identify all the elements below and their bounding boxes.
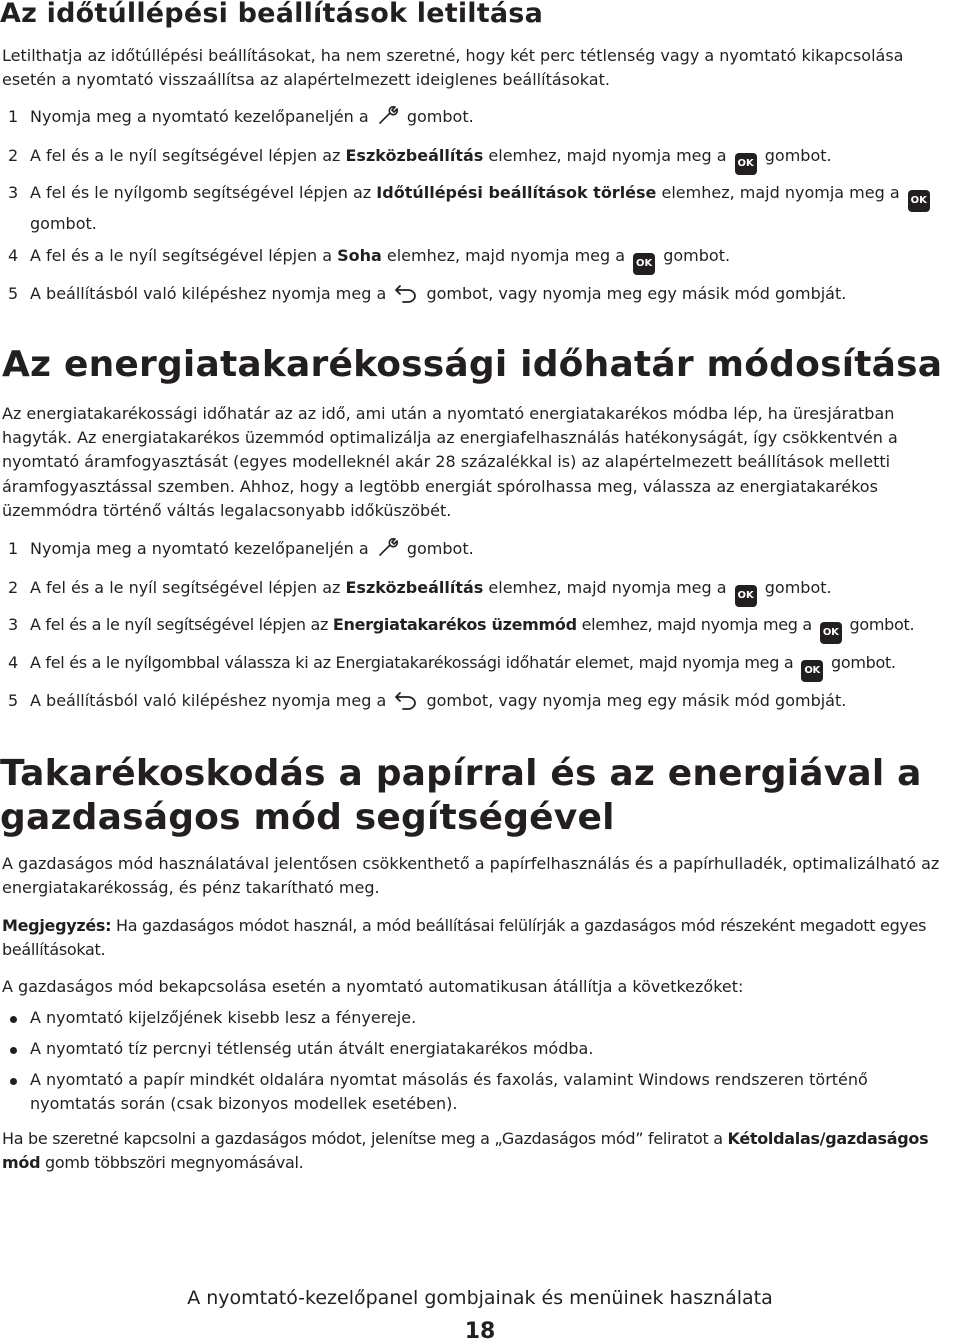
step-number: 1 xyxy=(8,539,19,558)
bullet-icon xyxy=(10,1047,17,1054)
back-arrow-icon xyxy=(394,689,418,718)
section-2-title: Az energiatakarékossági időhatár módosítása xyxy=(2,344,943,385)
list-item: A nyomtató a papír mindkét oldalára nyomtat másolás és faxolás, valamint Windows rendszeren történő nyomtatás során (csak bizonyos modellek esetében). xyxy=(10,1068,950,1116)
step-number: 3 xyxy=(8,183,19,202)
s1-step-3: 3 A fel és le nyílgomb segítségével lépjen az Időtúllépési beállítások törlése elemhez, majd nyomja meg a OK gombot. xyxy=(8,181,952,236)
s2-step-5: 5 A beállításból való kilépéshez nyomja meg a gombot, vagy nyomja meg egy másik mód gombját. xyxy=(8,689,960,718)
s2-step-1: 1 Nyomja meg a nyomtató kezelőpaneljén a gombot. xyxy=(8,537,960,566)
step-number: 4 xyxy=(8,246,19,265)
s1-step-2: 2 A fel és a le nyíl segítségével lépjen az Eszközbeállítás elemhez, majd nyomja meg a OK gombot. xyxy=(8,144,960,175)
bullet-icon xyxy=(10,1016,17,1023)
section-2-intro: Az energiatakarékossági időhatár az az idő, ami után a nyomtató energiatakarékos módba lép, ha üresjáratban hagyták. Az energiatakarékos üzemmód optimalizálja az energiafelhasználás hatékonyságát, így csökkentvén a nyomtató áramfogyasztását (egyes modelleknél akár 28 százalékkal is) az alapértelmezett beállítások melletti áramfogyasztással szemben. Ahhoz, hogy a legtöbb energiát spórolhassa meg, válassza az energiatakarékos üzemmódra történő váltás legalacsonyabb időküszöbét. xyxy=(2,404,898,520)
note-text: Ha gazdaságos módot használ, a mód beállításai felülírják a gazdaságos mód részeként megadott egyes beállításokat. xyxy=(2,916,927,960)
step-number: 5 xyxy=(8,691,19,710)
section-3-intro: A gazdaságos mód használatával jelentősen csökkenthető a papírfelhasználás és a papírhulladék, optimalizálható az energiatakarékosság, és pénz takarítható meg. xyxy=(2,854,940,898)
step-number: 3 xyxy=(8,615,18,634)
note-label: Megjegyzés: xyxy=(2,916,112,935)
section-1-title: Az időtúllépési beállítások letiltása xyxy=(0,0,543,29)
section-1-intro: Letilthatja az időtúllépési beállításokat, ha nem szeretné, hogy két perc tétlenség vagy a nyomtató kikapcsolása esetén a nyomtató visszaállítsa az alapértelmezett ideiglenes beállításokat. xyxy=(2,46,904,90)
ok-button-icon: OK xyxy=(908,190,930,212)
ok-button-icon: OK xyxy=(633,253,655,275)
s2-step-3: 3 A fel és a le nyíl segítségével lépjen az Energiatakarékos üzemmód elemhez, majd nyomja meg a OK gombot. xyxy=(8,613,960,644)
ok-button-icon: OK xyxy=(820,622,842,644)
s1-step-1: 1 Nyomja meg a nyomtató kezelőpaneljén a gombot. xyxy=(8,105,960,134)
list-item: A nyomtató tíz percnyi tétlenség után átvált energiatakarékos módba. xyxy=(10,1037,950,1061)
bullet-list xyxy=(10,1006,950,1116)
s1-step-4: 4 A fel és a le nyíl segítségével lépjen a Soha elemhez, majd nyomja meg a OK gombot. xyxy=(8,244,960,275)
back-arrow-icon xyxy=(394,282,418,311)
s1-step-5: 5 A beállításból való kilépéshez nyomja meg a gombot, vagy nyomja meg egy másik mód gombját. xyxy=(8,282,960,311)
page-number: 18 xyxy=(464,1319,496,1343)
step-number: 4 xyxy=(8,653,18,672)
auto-settings-intro: A gazdaságos mód bekapcsolása esetén a nyomtató automatikusan átállítja a következőket: xyxy=(2,977,744,996)
note xyxy=(2,914,960,962)
step-number: 5 xyxy=(8,284,19,303)
wrench-icon xyxy=(377,105,399,134)
ok-button-icon: OK xyxy=(801,660,823,682)
step-number: 2 xyxy=(8,146,19,165)
step-number: 2 xyxy=(8,578,19,597)
footer-title: A nyomtató-kezelőpanel gombjainak és menüinek használata xyxy=(187,1287,773,1309)
ok-button-icon: OK xyxy=(735,585,757,607)
s2-step-4: 4 A fel és a le nyílgombbal válassza ki az Energiatakarékossági időhatár elemet, majd nyomja meg a OK gombot. xyxy=(8,651,960,682)
s2-step-2: 2 A fel és a le nyíl segítségével lépjen az Eszközbeállítás elemhez, majd nyomja meg a OK gombot. xyxy=(8,576,960,607)
bullet-icon xyxy=(10,1078,17,1085)
wrench-icon xyxy=(377,537,399,566)
final-instruction: Ha be szeretné kapcsolni a gazdaságos módot, jelenítse meg a „Gazdaságos mód” feliratot a Kétoldalas/gazdaságos mód gomb többszöri megnyomásával. xyxy=(2,1129,929,1173)
list-item: A nyomtató kijelzőjének kisebb lesz a fényereje. xyxy=(10,1006,950,1030)
section-3-title: Takarékoskodás a papírral és az energiával a gazdaságos mód segítségével xyxy=(0,753,922,838)
step-number: 1 xyxy=(8,107,19,126)
ok-button-icon: OK xyxy=(735,153,757,175)
